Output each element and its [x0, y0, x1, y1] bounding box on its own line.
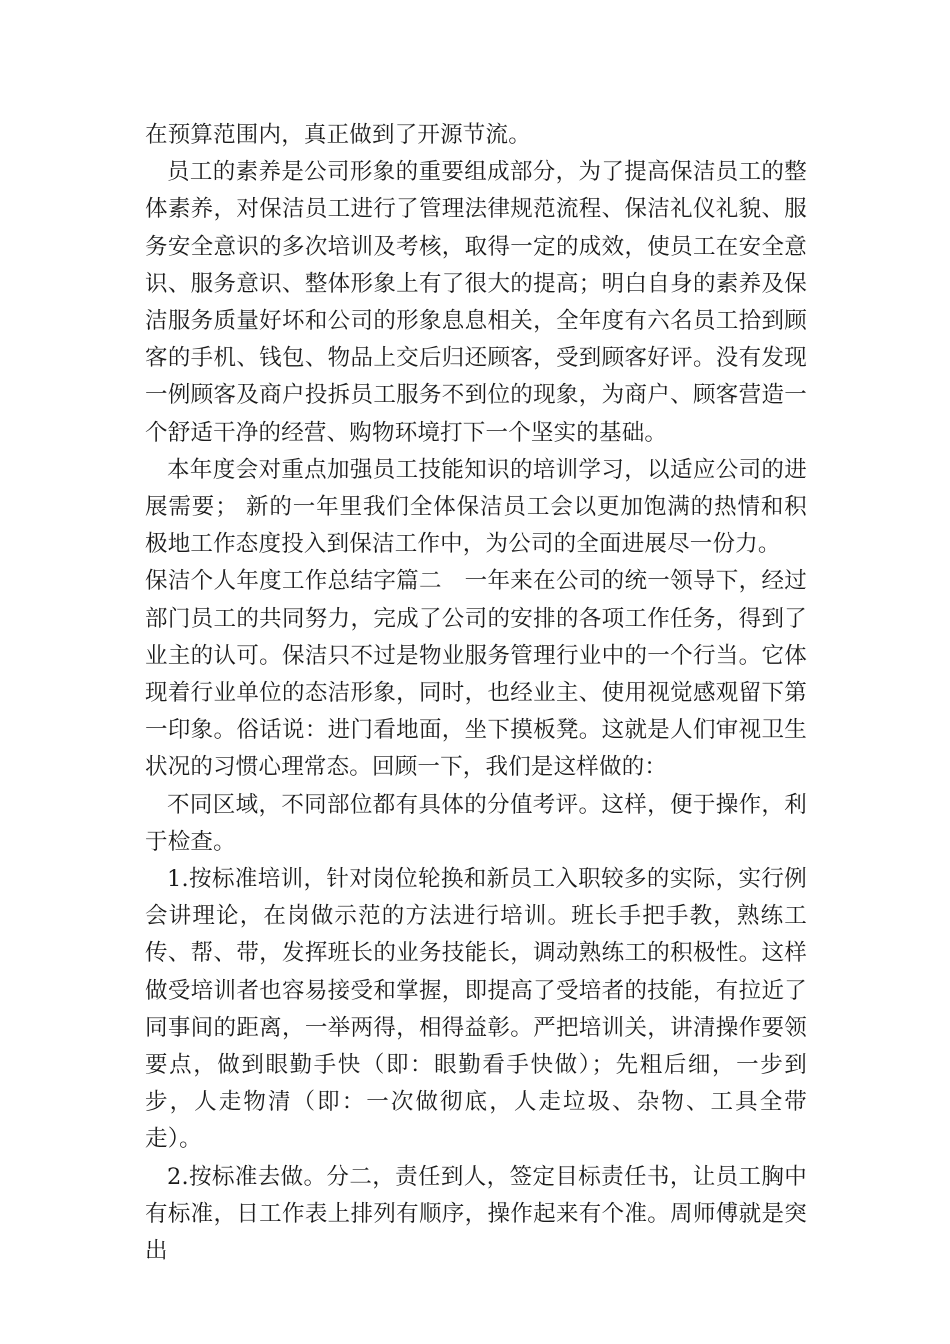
paragraph-4: 保洁个人年度工作总结字篇二 一年来在公司的统一领导下，经过部门员工的共同努力，完成了公司的安排的各项工作任务，得到了业主的认可。保洁只不过是物业服务管理行业中的一个行当。它体现着行业单位的态洁形象，同时，也经业主、使用视觉感观留下第一印象。俗话说：进门看地面，坐下摸板凳。这就是人们审视卫生状况的习惯心理常态。回顾一下，我们是这样做的：	[145, 568, 807, 781]
paragraph-7: 2.按标准去做。分二，责任到人，签定目标责任书，让员工胸中有标准，日工作表上排列有顺序，操作起来有个准。周师傅就是突出	[145, 1163, 807, 1265]
paragraph-1: 在预算范围内，真正做到了开源节流。	[145, 122, 531, 148]
paragraph-2: 员工的素养是公司形象的重要组成部分，为了提高保洁员工的整体素养，对保洁员工进行了管理法律规范流程、保洁礼仪礼貌、服务安全意识的多次培训及考核，取得一定的成效，使员工在安全意识、服务意识、整体形象上有了很大的提高；明白自身的素养及保洁服务质量好坏和公司的形象息息相关，全年度有六名员工拾到顾客的手机、钱包、物品上交后归还顾客，受到顾客好评。没有发现一例顾客及商户投拆员工服务不到位的现象，为商户、顾客营造一个舒适干净的经营、购物环境打下一个坚实的基础。	[145, 159, 807, 446]
paragraph-3: 本年度会对重点加强员工技能知识的培训学习，以适应公司的进展需要； 新的一年里我们全体保洁员工会以更加饱满的热情和积极地工作态度投入到保洁工作中，为公司的全面进展尽一份力。	[145, 456, 807, 558]
paragraph-5: 不同区域，不同部位都有具体的分值考评。这样，便于操作，利于检查。	[145, 791, 807, 855]
document-body	[145, 117, 807, 1270]
paragraph-6: 1.按标准培训，针对岗位轮换和新员工入职较多的实际，实行例会讲理论，在岗做示范的方法进行培训。班长手把手教，熟练工传、帮、带，发挥班长的业务技能长，调动熟练工的积极性。这样做受培训者也容易接受和掌握，即提高了受培者的技能，有拉近了同事间的距离，一举两得，相得益彰。严把培训关，讲清操作要领要点，做到眼勤手快（即：眼勤看手快做）；先粗后细，一步到步，人走物清（即：一次做彻底，人走垃圾、杂物、工具全带走）。	[145, 866, 807, 1153]
